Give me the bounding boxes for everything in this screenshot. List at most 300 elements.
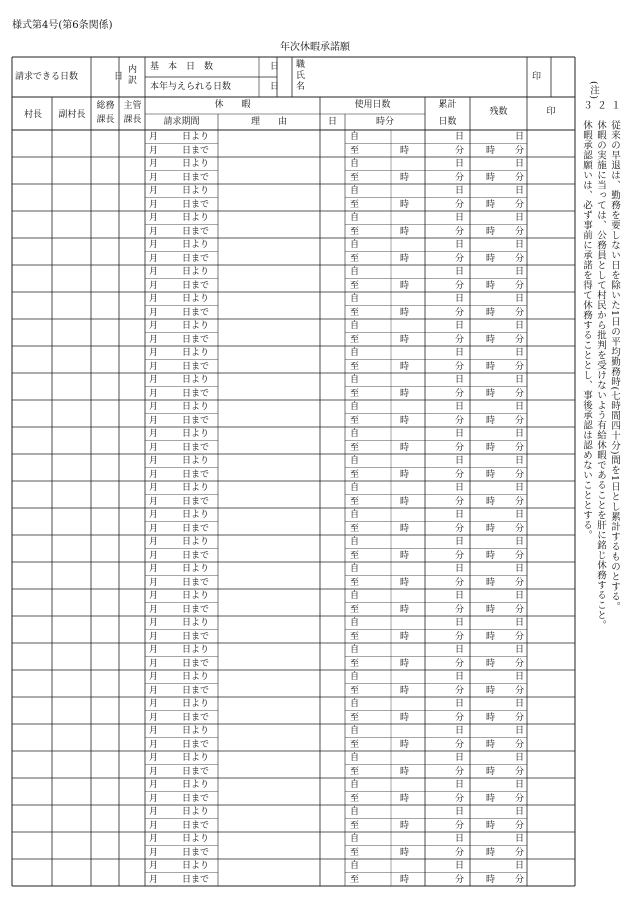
row-remaining-minute: 分 <box>515 361 525 372</box>
row-month-to: 月 <box>149 172 159 183</box>
row-remaining-day: 日 <box>515 618 525 628</box>
row-ji-label: 自 <box>350 753 360 763</box>
col-reason: 理 由 <box>250 117 287 127</box>
row-cumulative-day: 日 <box>455 375 465 385</box>
row-itaru-label: 至 <box>350 820 360 831</box>
row-remaining-hour: 時 <box>486 415 496 426</box>
row-itaru-label: 至 <box>350 523 360 534</box>
row-remaining-hour: 時 <box>486 442 496 453</box>
row-remaining-day: 日 <box>515 132 525 142</box>
row-ji-label: 自 <box>350 132 360 142</box>
row-month-to: 月 <box>149 793 159 804</box>
row-remaining-minute: 分 <box>515 847 525 858</box>
row-from-label: 日より <box>182 348 210 358</box>
row-month-from: 月 <box>149 861 159 871</box>
row-itaru-label: 至 <box>350 658 360 669</box>
row-remaining-day: 日 <box>515 213 525 223</box>
row-cumulative-day: 日 <box>455 753 465 763</box>
col-day: 日 <box>327 117 337 127</box>
row-itaru-label: 至 <box>350 361 360 372</box>
row-cumulative-hour: 時 <box>400 874 410 885</box>
row-month-from: 月 <box>149 294 159 304</box>
row-ji-label: 自 <box>350 807 360 817</box>
row-to-label: 日まで <box>182 523 210 534</box>
name-label-1: 職 <box>296 60 306 70</box>
row-ji-label: 自 <box>350 294 360 304</box>
row-remaining-hour: 時 <box>486 280 496 291</box>
row-remaining-hour: 時 <box>486 361 496 372</box>
row-ji-label: 自 <box>350 348 360 358</box>
row-cumulative-minute: 分 <box>455 280 465 291</box>
row-month-from: 月 <box>149 402 159 412</box>
row-month-to: 月 <box>149 496 159 507</box>
row-ji-label: 自 <box>350 402 360 412</box>
row-cumulative-minute: 分 <box>455 847 465 858</box>
col-period: 請求期間 <box>163 117 200 127</box>
row-remaining-hour: 時 <box>486 307 496 318</box>
row-month-to: 月 <box>149 685 159 696</box>
row-from-label: 日より <box>182 159 210 169</box>
row-cumulative-day: 日 <box>455 294 465 304</box>
row-month-from: 月 <box>149 159 159 169</box>
row-remaining-hour: 時 <box>486 847 496 858</box>
row-month-from: 月 <box>149 213 159 223</box>
row-remaining-hour: 時 <box>486 604 496 615</box>
row-from-label: 日より <box>182 375 210 385</box>
row-from-label: 日より <box>182 780 210 790</box>
row-remaining-hour: 時 <box>486 685 496 696</box>
row-cumulative-hour: 時 <box>400 604 410 615</box>
row-to-label: 日まで <box>182 685 210 696</box>
row-remaining-day: 日 <box>515 375 525 385</box>
row-remaining-day: 日 <box>515 699 525 709</box>
row-remaining-minute: 分 <box>515 658 525 669</box>
col-leave: 休 暇 <box>214 100 251 110</box>
row-cumulative-minute: 分 <box>455 496 465 507</box>
row-remaining-minute: 分 <box>515 334 525 345</box>
row-month-from: 月 <box>149 132 159 142</box>
row-cumulative-minute: 分 <box>455 631 465 642</box>
row-ji-label: 自 <box>350 375 360 385</box>
row-cumulative-minute: 分 <box>455 685 465 696</box>
row-remaining-minute: 分 <box>515 631 525 642</box>
row-from-label: 日より <box>182 294 210 304</box>
row-cumulative-hour: 時 <box>400 847 410 858</box>
row-itaru-label: 至 <box>350 874 360 885</box>
row-ji-label: 自 <box>350 240 360 250</box>
row-ji-label: 自 <box>350 510 360 520</box>
row-month-to: 月 <box>149 766 159 777</box>
row-to-label: 日まで <box>182 739 210 750</box>
row-to-label: 日まで <box>182 361 210 372</box>
row-remaining-day: 日 <box>515 456 525 466</box>
row-month-from: 月 <box>149 645 159 655</box>
row-remaining-hour: 時 <box>486 226 496 237</box>
row-month-from: 月 <box>149 672 159 682</box>
row-cumulative-day: 日 <box>455 537 465 547</box>
row-itaru-label: 至 <box>350 496 360 507</box>
row-month-to: 月 <box>149 712 159 723</box>
row-ji-label: 自 <box>350 267 360 277</box>
row-ji-label: 自 <box>350 159 360 169</box>
row-month-to: 月 <box>149 145 159 156</box>
name-label-3: 名 <box>296 82 306 92</box>
col-deputy-head: 副村長 <box>58 110 86 120</box>
row-to-label: 日まで <box>182 253 210 264</box>
col-chief-1: 主管 <box>123 101 142 111</box>
note-item-3: ３ 休暇承認願いは、必ず事前に承諾を得て休務することとし、事後承認は認めないこととする。 <box>581 100 592 540</box>
row-month-from: 月 <box>149 807 159 817</box>
row-month-from: 月 <box>149 726 159 736</box>
row-remaining-minute: 分 <box>515 442 525 453</box>
row-cumulative-minute: 分 <box>455 658 465 669</box>
row-month-from: 月 <box>149 240 159 250</box>
row-to-label: 日まで <box>182 442 210 453</box>
row-from-label: 日より <box>182 672 210 682</box>
row-ji-label: 自 <box>350 861 360 871</box>
row-itaru-label: 至 <box>350 253 360 264</box>
row-cumulative-minute: 分 <box>455 226 465 237</box>
row-remaining-minute: 分 <box>515 739 525 750</box>
row-cumulative-day: 日 <box>455 348 465 358</box>
row-month-to: 月 <box>149 280 159 291</box>
breakdown-label-1: 内 <box>128 65 138 75</box>
col-general-affairs-2: 課長 <box>96 115 115 125</box>
row-month-from: 月 <box>149 186 159 196</box>
row-from-label: 日より <box>182 510 210 520</box>
row-remaining-minute: 分 <box>515 226 525 237</box>
row-remaining-hour: 時 <box>486 496 496 507</box>
breakdown-label-2: 訳 <box>128 76 138 86</box>
this-year-days-label: 本年与えられる日数 <box>150 82 232 92</box>
row-month-to: 月 <box>149 550 159 561</box>
row-cumulative-minute: 分 <box>455 550 465 561</box>
row-cumulative-minute: 分 <box>455 577 465 588</box>
row-month-to: 月 <box>149 253 159 264</box>
row-itaru-label: 至 <box>350 280 360 291</box>
row-remaining-day: 日 <box>515 429 525 439</box>
row-cumulative-minute: 分 <box>455 766 465 777</box>
row-to-label: 日まで <box>182 415 210 426</box>
row-remaining-day: 日 <box>515 834 525 844</box>
row-itaru-label: 至 <box>350 145 360 156</box>
row-to-label: 日まで <box>182 631 210 642</box>
row-to-label: 日まで <box>182 874 210 885</box>
row-to-label: 日まで <box>182 793 210 804</box>
row-cumulative-hour: 時 <box>400 307 410 318</box>
row-cumulative-minute: 分 <box>455 253 465 264</box>
row-to-label: 日まで <box>182 307 210 318</box>
row-remaining-hour: 時 <box>486 469 496 480</box>
row-itaru-label: 至 <box>350 307 360 318</box>
row-remaining-hour: 時 <box>486 712 496 723</box>
row-from-label: 日より <box>182 618 210 628</box>
note-item-2: ２ 休暇の実施に当っては、公務員として村民から批判を受けないよう有給休暇であることを肝に銘じ休務すること。 <box>595 100 606 630</box>
row-remaining-hour: 時 <box>486 631 496 642</box>
row-month-from: 月 <box>149 564 159 574</box>
form-number: 様式第4号(第6条関係) <box>12 20 113 31</box>
row-ji-label: 自 <box>350 591 360 601</box>
row-remaining-hour: 時 <box>486 388 496 399</box>
base-days-label: 基 本 日 数 <box>150 62 214 72</box>
row-to-label: 日まで <box>182 199 210 210</box>
row-month-from: 月 <box>149 780 159 790</box>
row-remaining-minute: 分 <box>515 577 525 588</box>
row-month-to: 月 <box>149 658 159 669</box>
row-cumulative-minute: 分 <box>455 172 465 183</box>
row-remaining-minute: 分 <box>515 469 525 480</box>
row-to-label: 日まで <box>182 388 210 399</box>
row-ji-label: 自 <box>350 780 360 790</box>
row-ji-label: 自 <box>350 483 360 493</box>
col-village-head: 村長 <box>23 110 42 120</box>
row-remaining-hour: 時 <box>486 253 496 264</box>
row-ji-label: 自 <box>350 321 360 331</box>
row-to-label: 日まで <box>182 577 210 588</box>
base-days-unit: 日 <box>270 62 280 72</box>
row-remaining-day: 日 <box>515 321 525 331</box>
row-itaru-label: 至 <box>350 631 360 642</box>
row-cumulative-day: 日 <box>455 861 465 871</box>
note-item-1: １ 従来の早退は、勤務を要しない日を除いた1日の平均勤務時(七時間四十分)間を1日とし累計するものとする。 <box>609 100 620 612</box>
row-ji-label: 自 <box>350 672 360 682</box>
row-cumulative-day: 日 <box>455 429 465 439</box>
row-from-label: 日より <box>182 132 210 142</box>
row-remaining-minute: 分 <box>515 415 525 426</box>
row-from-label: 日より <box>182 429 210 439</box>
row-remaining-minute: 分 <box>515 550 525 561</box>
row-remaining-hour: 時 <box>486 820 496 831</box>
row-cumulative-minute: 分 <box>455 739 465 750</box>
row-cumulative-hour: 時 <box>400 631 410 642</box>
row-remaining-minute: 分 <box>515 496 525 507</box>
row-cumulative-hour: 時 <box>400 199 410 210</box>
row-itaru-label: 至 <box>350 766 360 777</box>
row-remaining-day: 日 <box>515 159 525 169</box>
row-from-label: 日より <box>182 645 210 655</box>
row-month-from: 月 <box>149 456 159 466</box>
row-cumulative-day: 日 <box>455 834 465 844</box>
row-month-to: 月 <box>149 631 159 642</box>
col-hours: 時分 <box>375 117 394 127</box>
row-from-label: 日より <box>182 564 210 574</box>
row-cumulative-hour: 時 <box>400 226 410 237</box>
applicant-seal-label: 印 <box>532 72 542 82</box>
row-to-label: 日まで <box>182 469 210 480</box>
row-remaining-minute: 分 <box>515 820 525 831</box>
row-remaining-hour: 時 <box>486 739 496 750</box>
row-to-label: 日まで <box>182 334 210 345</box>
row-to-label: 日まで <box>182 226 210 237</box>
row-cumulative-hour: 時 <box>400 739 410 750</box>
row-cumulative-hour: 時 <box>400 469 410 480</box>
row-month-from: 月 <box>149 591 159 601</box>
this-year-days-unit: 日 <box>270 82 280 92</box>
row-remaining-hour: 時 <box>486 658 496 669</box>
row-month-from: 月 <box>149 267 159 277</box>
days-available-label: 請求できる日数 <box>15 72 79 82</box>
row-from-label: 日より <box>182 537 210 547</box>
row-to-label: 日まで <box>182 847 210 858</box>
row-remaining-day: 日 <box>515 591 525 601</box>
row-cumulative-hour: 時 <box>400 712 410 723</box>
row-remaining-minute: 分 <box>515 685 525 696</box>
row-cumulative-day: 日 <box>455 402 465 412</box>
row-to-label: 日まで <box>182 496 210 507</box>
row-cumulative-hour: 時 <box>400 496 410 507</box>
row-itaru-label: 至 <box>350 388 360 399</box>
row-cumulative-day: 日 <box>455 726 465 736</box>
row-from-label: 日より <box>182 861 210 871</box>
row-itaru-label: 至 <box>350 793 360 804</box>
row-month-from: 月 <box>149 483 159 493</box>
row-cumulative-day: 日 <box>455 267 465 277</box>
row-cumulative-minute: 分 <box>455 469 465 480</box>
row-itaru-label: 至 <box>350 334 360 345</box>
row-cumulative-day: 日 <box>455 618 465 628</box>
row-cumulative-minute: 分 <box>455 604 465 615</box>
row-remaining-day: 日 <box>515 726 525 736</box>
row-remaining-day: 日 <box>515 537 525 547</box>
row-cumulative-hour: 時 <box>400 172 410 183</box>
row-cumulative-hour: 時 <box>400 793 410 804</box>
row-cumulative-day: 日 <box>455 564 465 574</box>
row-month-to: 月 <box>149 847 159 858</box>
row-itaru-label: 至 <box>350 739 360 750</box>
row-from-label: 日より <box>182 267 210 277</box>
row-cumulative-day: 日 <box>455 213 465 223</box>
row-to-label: 日まで <box>182 820 210 831</box>
row-remaining-day: 日 <box>515 510 525 520</box>
row-from-label: 日より <box>182 483 210 493</box>
row-cumulative-minute: 分 <box>455 145 465 156</box>
row-from-label: 日より <box>182 402 210 412</box>
row-itaru-label: 至 <box>350 550 360 561</box>
row-month-from: 月 <box>149 510 159 520</box>
row-cumulative-day: 日 <box>455 483 465 493</box>
row-from-label: 日より <box>182 726 210 736</box>
row-remaining-minute: 分 <box>515 766 525 777</box>
row-to-label: 日まで <box>182 145 210 156</box>
row-ji-label: 自 <box>350 213 360 223</box>
row-ji-label: 自 <box>350 456 360 466</box>
row-ji-label: 自 <box>350 645 360 655</box>
row-from-label: 日より <box>182 186 210 196</box>
col-remaining: 残数 <box>489 107 508 117</box>
row-month-from: 月 <box>149 699 159 709</box>
row-itaru-label: 至 <box>350 685 360 696</box>
row-month-from: 月 <box>149 321 159 331</box>
row-remaining-hour: 時 <box>486 550 496 561</box>
row-cumulative-minute: 分 <box>455 874 465 885</box>
row-cumulative-day: 日 <box>455 186 465 196</box>
row-remaining-day: 日 <box>515 780 525 790</box>
row-cumulative-hour: 時 <box>400 523 410 534</box>
row-itaru-label: 至 <box>350 172 360 183</box>
row-remaining-hour: 時 <box>486 199 496 210</box>
row-month-from: 月 <box>149 618 159 628</box>
row-month-from: 月 <box>149 834 159 844</box>
row-cumulative-hour: 時 <box>400 334 410 345</box>
row-cumulative-minute: 分 <box>455 712 465 723</box>
row-cumulative-minute: 分 <box>455 415 465 426</box>
row-remaining-hour: 時 <box>486 793 496 804</box>
row-cumulative-day: 日 <box>455 672 465 682</box>
row-remaining-hour: 時 <box>486 874 496 885</box>
row-remaining-minute: 分 <box>515 172 525 183</box>
form-title: 年次休暇承諾願 <box>280 42 350 53</box>
row-cumulative-hour: 時 <box>400 685 410 696</box>
row-cumulative-minute: 分 <box>455 334 465 345</box>
row-remaining-hour: 時 <box>486 145 496 156</box>
row-month-to: 月 <box>149 388 159 399</box>
row-remaining-day: 日 <box>515 186 525 196</box>
row-remaining-minute: 分 <box>515 199 525 210</box>
row-month-to: 月 <box>149 361 159 372</box>
row-cumulative-hour: 時 <box>400 415 410 426</box>
row-remaining-day: 日 <box>515 483 525 493</box>
row-to-label: 日まで <box>182 766 210 777</box>
row-month-to: 月 <box>149 739 159 750</box>
row-month-to: 月 <box>149 820 159 831</box>
row-cumulative-day: 日 <box>455 456 465 466</box>
row-cumulative-hour: 時 <box>400 766 410 777</box>
row-ji-label: 自 <box>350 618 360 628</box>
row-itaru-label: 至 <box>350 226 360 237</box>
row-itaru-label: 至 <box>350 847 360 858</box>
row-remaining-day: 日 <box>515 645 525 655</box>
row-cumulative-hour: 時 <box>400 577 410 588</box>
row-cumulative-minute: 分 <box>455 307 465 318</box>
row-cumulative-day: 日 <box>455 780 465 790</box>
col-general-affairs-1: 総務 <box>96 101 115 111</box>
row-to-label: 日まで <box>182 172 210 183</box>
col-chief-2: 課長 <box>123 115 142 125</box>
row-ji-label: 自 <box>350 564 360 574</box>
row-cumulative-day: 日 <box>455 645 465 655</box>
row-remaining-day: 日 <box>515 861 525 871</box>
row-cumulative-day: 日 <box>455 807 465 817</box>
row-to-label: 日まで <box>182 658 210 669</box>
row-itaru-label: 至 <box>350 712 360 723</box>
row-from-label: 日より <box>182 834 210 844</box>
row-cumulative-hour: 時 <box>400 253 410 264</box>
row-remaining-hour: 時 <box>486 334 496 345</box>
row-cumulative-hour: 時 <box>400 820 410 831</box>
row-cumulative-hour: 時 <box>400 361 410 372</box>
row-cumulative-minute: 分 <box>455 523 465 534</box>
row-month-from: 月 <box>149 753 159 763</box>
row-from-label: 日より <box>182 321 210 331</box>
row-to-label: 日まで <box>182 604 210 615</box>
row-to-label: 日まで <box>182 280 210 291</box>
row-month-to: 月 <box>149 604 159 615</box>
row-from-label: 日より <box>182 807 210 817</box>
col-seal: 印 <box>546 107 556 117</box>
row-month-to: 月 <box>149 334 159 345</box>
row-remaining-minute: 分 <box>515 388 525 399</box>
row-month-to: 月 <box>149 226 159 237</box>
row-cumulative-hour: 時 <box>400 550 410 561</box>
row-month-to: 月 <box>149 469 159 480</box>
row-from-label: 日より <box>182 699 210 709</box>
col-days-used: 使用日数 <box>354 100 391 110</box>
row-remaining-minute: 分 <box>515 712 525 723</box>
row-cumulative-hour: 時 <box>400 442 410 453</box>
row-cumulative-hour: 時 <box>400 145 410 156</box>
row-itaru-label: 至 <box>350 199 360 210</box>
row-ji-label: 自 <box>350 186 360 196</box>
